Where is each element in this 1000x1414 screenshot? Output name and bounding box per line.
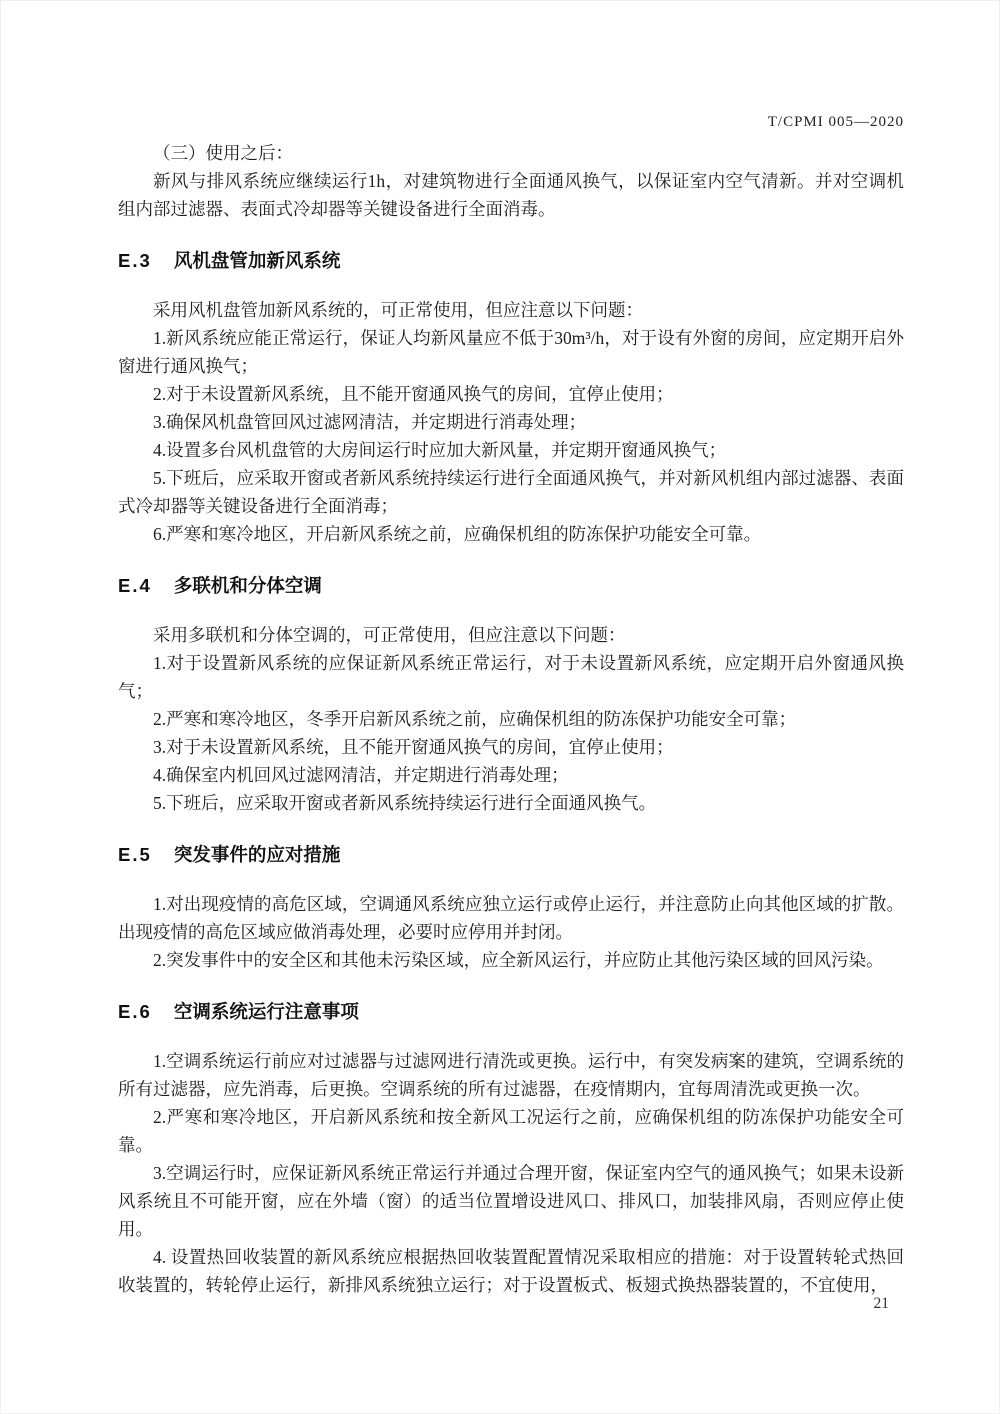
- section-title: 突发事件的应对措施: [173, 844, 341, 865]
- section-number: E.3: [118, 250, 152, 271]
- paragraph: 2.突发事件中的安全区和其他未污染区域，应全新风运行，并应防止其他污染区域的回风污染。: [153, 950, 884, 970]
- paragraph: 1.对出现疫情的高危区域，空调通风系统应独立运行或停止运行，并注意防止向其他区域的扩散。出现疫情的高危区域应做消毒处理，必要时应停用并封闭。: [118, 894, 904, 942]
- section-e6: [118, 998, 904, 1299]
- section-title: 空调系统运行注意事项: [173, 1001, 359, 1022]
- paragraph: 3.确保风机盘管回风过滤网清洁，并定期进行消毒处理；: [153, 412, 587, 432]
- section-number: E.4: [118, 575, 152, 596]
- section-number: E.5: [118, 844, 152, 865]
- section-number: E.6: [118, 1001, 152, 1022]
- paragraph: 2.对于未设置新风系统，且不能开窗通风换气的房间，宜停止使用；: [153, 384, 674, 404]
- paragraph: 2.严寒和寒冷地区，冬季开启新风系统之前，应确保机组的防冻保护功能安全可靠；: [153, 709, 797, 729]
- paragraph: 2.严寒和寒冷地区，开启新风系统和按全新风工况运行之前，应确保机组的防冻保护功能安全可靠。: [118, 1107, 904, 1155]
- paragraph: 4. 设置热回收装置的新风系统应根据热回收装置配置情况采取相应的措施：对于设置转轮式热回收装置的，转轮停止运行，新排风系统独立运行；对于设置板式、板翅式换热器装置的，不宜使用，: [118, 1247, 904, 1295]
- page-footer: [874, 1295, 890, 1313]
- doc-number: T/CPMI 005—2020: [767, 114, 904, 130]
- intro-paragraph: 新风与排风系统应继续运行1h，对建筑物进行全面通风换气，以保证室内空气清新。并对空调机组内部过滤器、表面式冷却器等关键设备进行全面消毒。: [118, 171, 904, 219]
- paragraph: 4.设置多台风机盘管的大房间运行时应加大新风量，并定期开窗通风换气；: [153, 440, 727, 460]
- section-e6-heading: [118, 998, 904, 1026]
- section-e5-heading: [118, 841, 904, 869]
- paragraph: 3.空调运行时，应保证新风系统正常运行并通过合理开窗，保证室内空气的通风换气；如果未设新风系统且不可能开窗，应在外墙（窗）的适当位置增设进风口、排风口，加装排风扇，否则应停止使用。: [118, 1163, 904, 1239]
- section-e4: [118, 572, 904, 817]
- paragraph: 1.空调系统运行前应对过滤器与过滤网进行清洗或更换。运行中，有突发病案的建筑，空调系统的所有过滤器，应先消毒，后更换。空调系统的所有过滤器，在疫情期内，宜每周清洗或更换一次。: [118, 1051, 904, 1099]
- paragraph: 3.对于未设置新风系统，且不能开窗通风换气的房间，宜停止使用；: [153, 737, 674, 757]
- section-e5: [118, 841, 904, 974]
- intro-label: （三）使用之后：: [153, 143, 293, 163]
- section-e4-heading: [118, 572, 904, 600]
- paragraph: 4.确保室内机回风过滤网清洁，并定期进行消毒处理；: [153, 765, 569, 785]
- paragraph: 1.新风系统应能正常运行，保证人均新风量应不低于30m³/h，对于设有外窗的房间，应定期开启外窗进行通风换气；: [118, 328, 904, 376]
- section-title: 风机盘管加新风系统: [173, 250, 341, 271]
- paragraph: 采用风机盘管加新风系统的，可正常使用，但应注意以下问题：: [153, 300, 643, 320]
- section-e3-heading: [118, 247, 904, 275]
- page-number: 21: [873, 1295, 889, 1312]
- paragraph: 6.严寒和寒冷地区，开启新风系统之前，应确保机组的防冻保护功能安全可靠。: [153, 524, 762, 544]
- paragraph: 5.下班后，应采取开窗或者新风系统持续运行进行全面通风换气，并对新风机组内部过滤器、表面式冷却器等关键设备进行全面消毒；: [118, 468, 904, 516]
- page-header: [118, 109, 904, 135]
- section-e3: [118, 247, 904, 548]
- paragraph: 1.对于设置新风系统的应保证新风系统正常运行，对于未设置新风系统，应定期开启外窗通风换气；: [118, 653, 904, 701]
- paragraph: 采用多联机和分体空调的，可正常使用，但应注意以下问题：: [153, 625, 626, 645]
- section-title: 多联机和分体空调: [173, 575, 322, 596]
- paragraph: 5.下班后，应采取开窗或者新风系统持续运行进行全面通风换气。: [153, 793, 657, 813]
